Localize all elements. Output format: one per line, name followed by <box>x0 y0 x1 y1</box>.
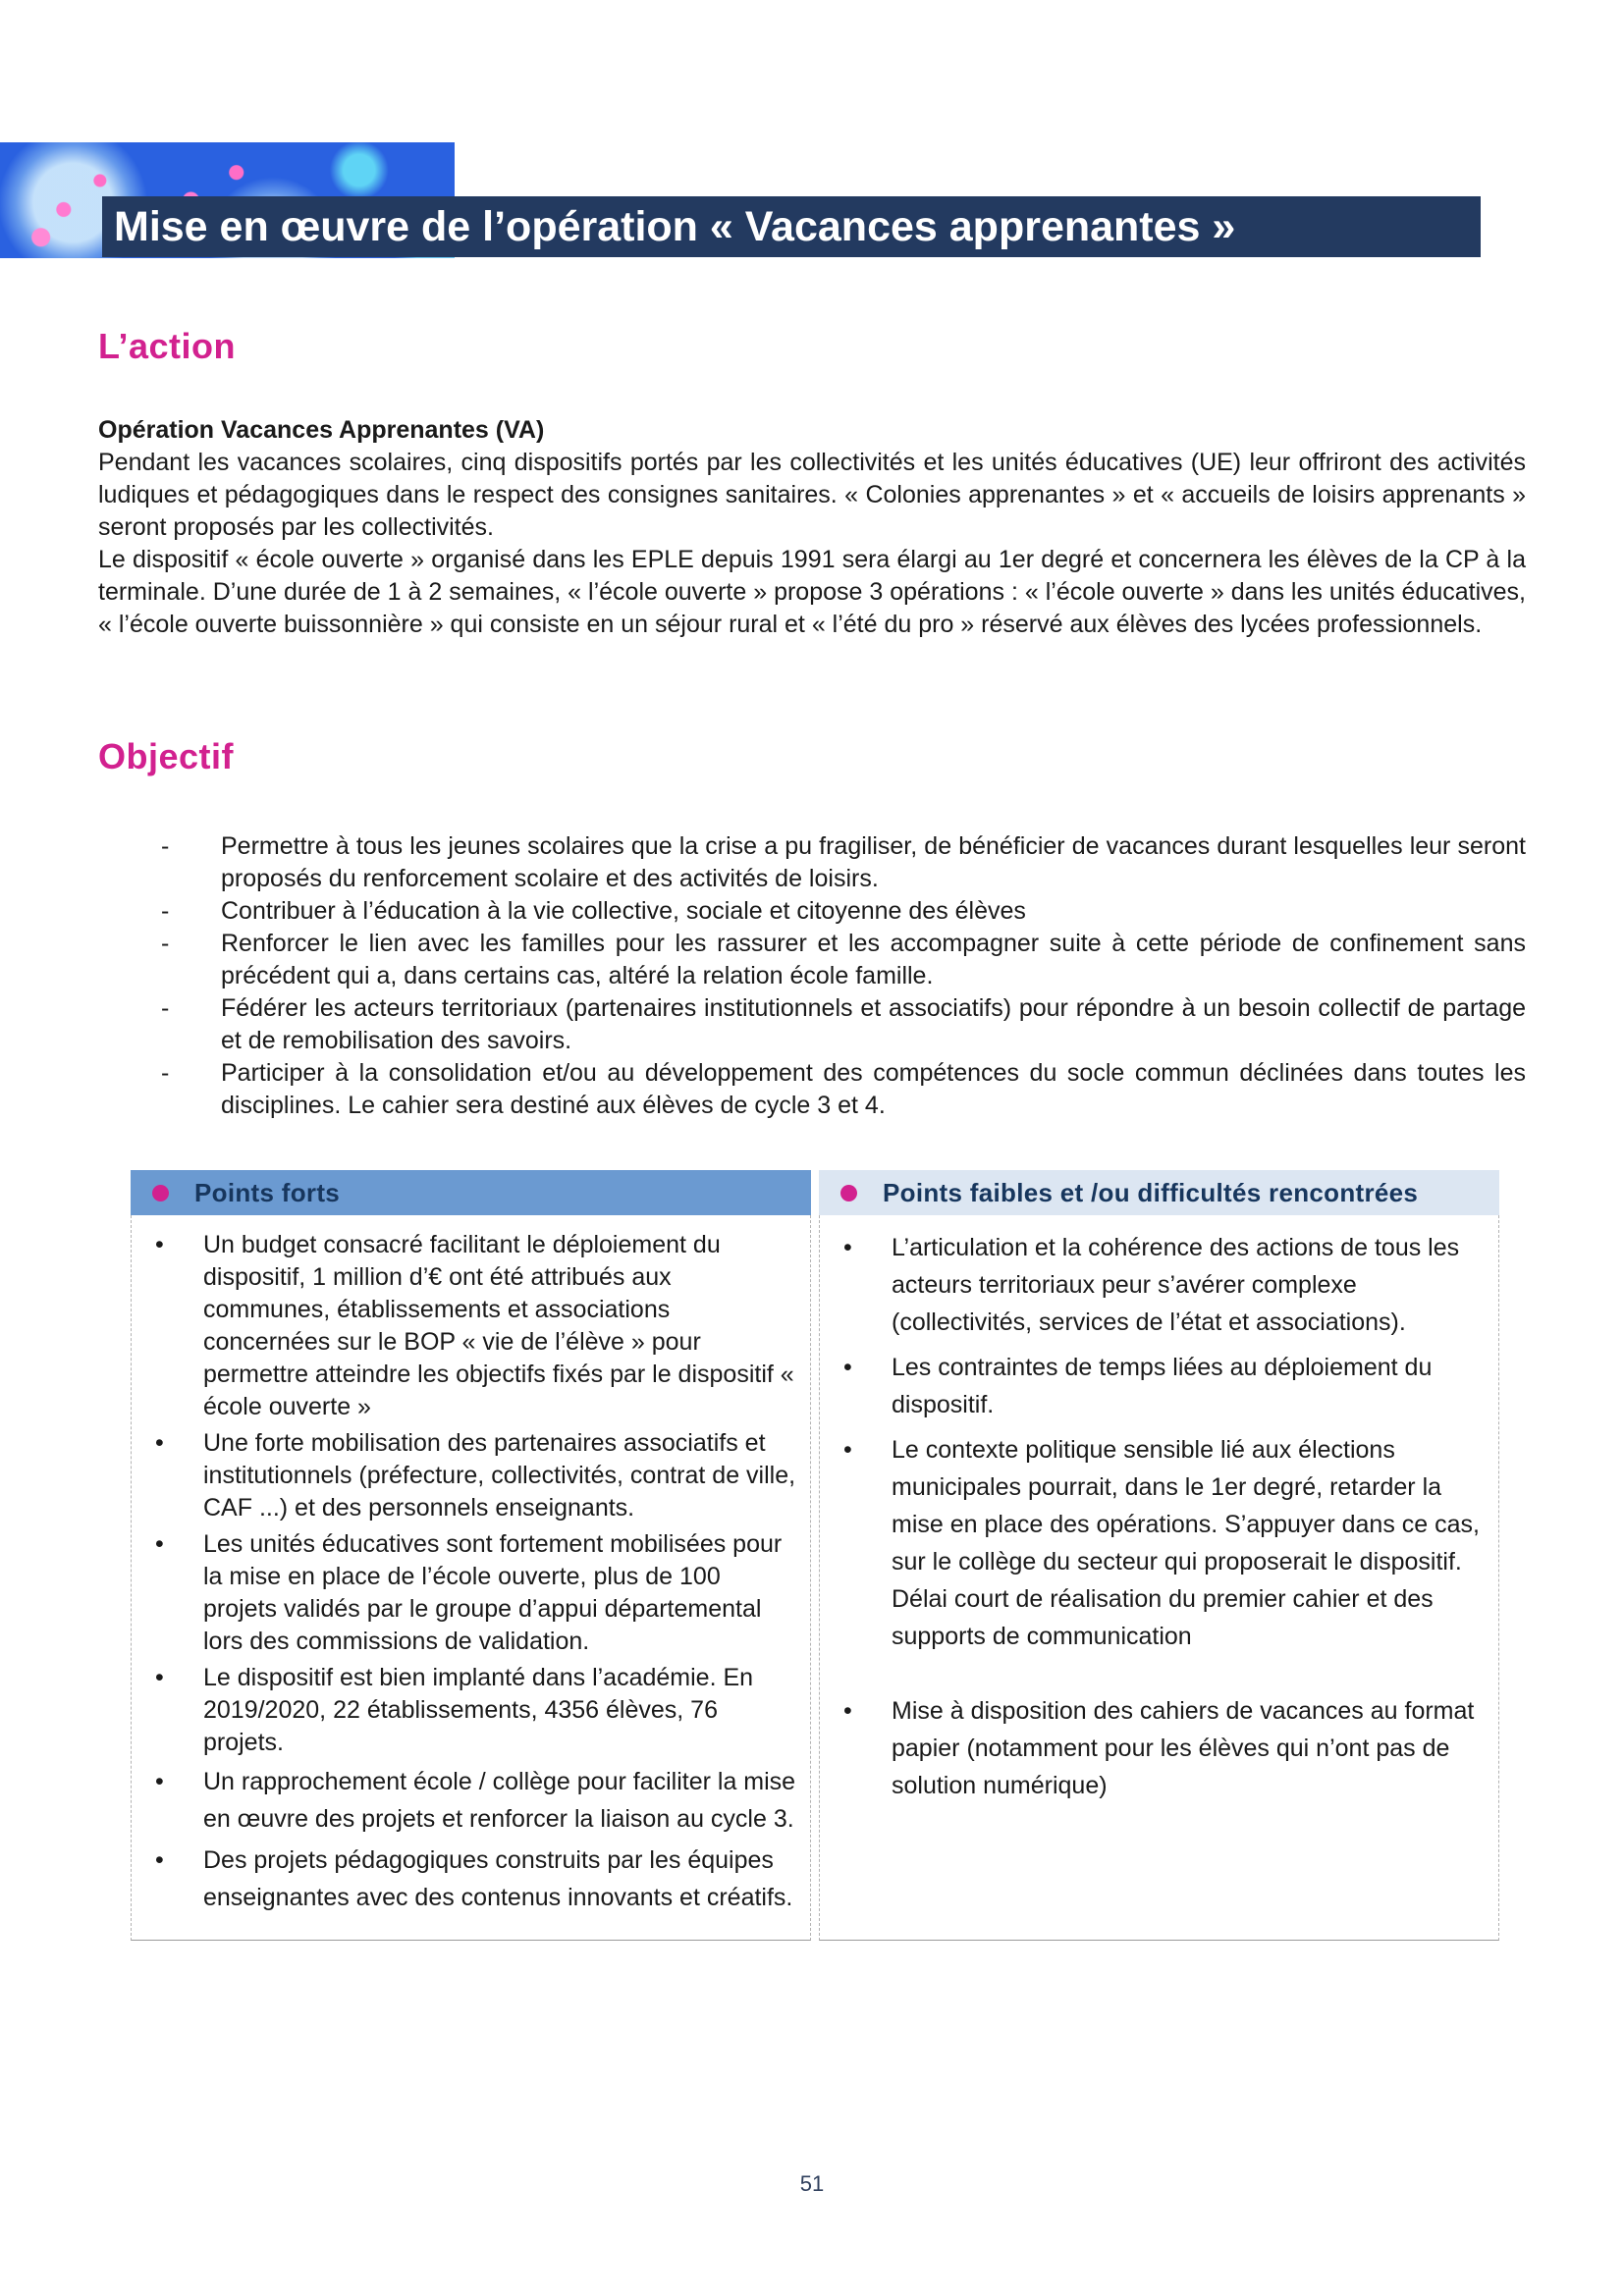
dash-marker: - <box>161 897 170 925</box>
points-faibles-header-cell <box>819 1170 1499 1215</box>
page-title: Mise en œuvre de l’opération « Vacances apprenantes » <box>114 203 1236 250</box>
points-forts-item-text: Des projets pédagogiques construits par les équipes enseignantes avec des contenus innovants et créatifs. <box>203 1846 793 1911</box>
table-header-row <box>131 1170 1499 1215</box>
bullet-dot-icon <box>152 1185 169 1201</box>
table-body-row <box>131 1215 1499 1941</box>
points-faibles-item <box>820 1349 1485 1423</box>
bullet-marker: • <box>843 1354 852 1381</box>
points-faibles-item <box>820 1431 1485 1655</box>
objectif-list-item <box>98 830 1526 895</box>
objectif-list-item <box>98 895 1526 928</box>
bullet-marker: • <box>155 1768 164 1795</box>
points-faibles-item <box>820 1229 1485 1341</box>
action-heading: L’action <box>98 326 237 366</box>
points-faibles-item-text: Le contexte politique sensible lié aux élections municipales pourrait, dans le 1er degré, retarder la mise en place des opérations. S’appuyer dans ce cas, sur le collège du secteur qui proposerait le dispositif. Délai court de réalisation du premier cahier et des supports de communication <box>892 1436 1480 1650</box>
points-forts-item <box>132 1763 796 1838</box>
points-forts-item <box>132 1842 796 1916</box>
points-forts-cell <box>131 1215 811 1941</box>
points-forts-item <box>132 1229 796 1423</box>
objectif-heading: Objectif <box>98 736 235 776</box>
points-forts-item-text: Un rapprochement école / collège pour faciliter la mise en œuvre des projets et renforcer la liaison au cycle 3. <box>203 1768 796 1833</box>
action-subheading: Opération Vacances Apprenantes (VA) <box>98 416 545 444</box>
points-forts-item-text: Une forte mobilisation des partenaires associatifs et institutionnels (préfecture, collectivités, contrat de ville, CAF ...) et des personnels enseignants. <box>203 1429 796 1522</box>
bullet-marker: • <box>155 1846 164 1874</box>
bullet-marker: • <box>843 1234 852 1261</box>
bullet-marker: • <box>155 1530 164 1558</box>
points-forts-header-cell <box>131 1170 811 1215</box>
objectif-list-item <box>98 1057 1526 1122</box>
points-forts-item <box>132 1427 796 1524</box>
points-forts-item <box>132 1528 796 1658</box>
action-section <box>98 414 1526 641</box>
points-faibles-header-label: Points faibles et /ou difficultés rencontrées <box>883 1177 1419 1207</box>
objectif-list <box>98 830 1526 1122</box>
objectif-item-text: Permettre à tous les jeunes scolaires que la crise a pu fragiliser, de bénéficier de vacances durant lesquelles leur seront proposés du renforcement scolaire et des activités de loisirs. <box>221 832 1526 892</box>
points-faibles-item-text: Les contraintes de temps liées au déploiement du dispositif. <box>892 1354 1433 1418</box>
points-forts-item <box>132 1662 796 1759</box>
bullet-dot-icon <box>840 1185 857 1201</box>
points-faibles-item-text: Mise à disposition des cahiers de vacances au format papier (notamment pour les élèves qui n’ont pas de solution numérique) <box>892 1697 1475 1799</box>
points-forts-item-text: Les unités éducatives sont fortement mobilisées pour la mise en place de l’école ouverte, plus de 100 projets validés par le groupe d’appui départemental lors des commissions de validation. <box>203 1530 783 1655</box>
points-forts-header-label: Points forts <box>194 1177 341 1207</box>
points-faibles-cell <box>819 1215 1499 1941</box>
objectif-item-text: Renforcer le lien avec les familles pour les rassurer et les accompagner suite à cette période de confinement sans précédent qui a, dans certains cas, altéré la relation école famille. <box>221 930 1526 989</box>
points-faibles-item <box>820 1692 1485 1804</box>
strengths-weaknesses-table <box>131 1170 1499 1941</box>
bullet-marker: • <box>155 1231 164 1258</box>
dash-marker: - <box>161 994 170 1022</box>
dash-marker: - <box>161 930 170 957</box>
page-number: 51 <box>799 2171 825 2196</box>
bullet-marker: • <box>843 1436 852 1464</box>
objectif-list-item <box>98 992 1526 1057</box>
objectif-list-item <box>98 928 1526 992</box>
bullet-marker: • <box>155 1664 164 1691</box>
bullet-marker: • <box>843 1697 852 1725</box>
points-forts-item-text: Le dispositif est bien implanté dans l’académie. En 2019/2020, 22 établissements, 4356 élèves, 76 projets. <box>203 1664 754 1756</box>
bullet-marker: • <box>155 1429 164 1457</box>
points-forts-item-text: Un budget consacré facilitant le déploiement du dispositif, 1 million d’€ ont été attribués aux communes, établissements et associations concernées sur le BOP « vie de l’élève » pour permettre atteindre les objectifs fixés par le dispositif « école ouverte » <box>203 1231 794 1420</box>
dash-marker: - <box>161 832 170 860</box>
objectif-item-text: Participer à la consolidation et/ou au développement des compétences du socle commun déclinées dans toutes les disciplines. Le cahier sera destiné aux élèves de cycle 3 et 4. <box>221 1059 1526 1119</box>
dash-marker: - <box>161 1059 170 1087</box>
points-faibles-item-text: L’articulation et la cohérence des actions de tous les acteurs territoriaux peur s’avérer complexe (collectivités, services de l’état et associations). <box>892 1234 1460 1336</box>
action-paragraph-2: Le dispositif « école ouverte » organisé dans les EPLE depuis 1991 sera élargi au 1er degré et concernera les élèves de la CP à la terminale. D’une durée de 1 à 2 semaines, « l’école ouverte » propose 3 opérations : « l’école ouverte » dans les unités éducatives, « l’école ouverte buissonnière » qui consiste en un séjour rural et « l’été du pro » réservé aux élèves des lycées professionnels. <box>98 546 1526 638</box>
action-paragraph-1: Pendant les vacances scolaires, cinq dispositifs portés par les collectivités et les unités éducatives (UE) leur offriront des activités ludiques et pédagogiques dans le respect des consignes sanitaires. « Colonies apprenantes » et « accueils de loisirs apprenants » seront proposés par les collectivités. <box>98 449 1526 541</box>
objectif-item-text: Contribuer à l’éducation à la vie collective, sociale et citoyenne des élèves <box>221 897 1026 925</box>
title-banner <box>102 196 1481 257</box>
objectif-item-text: Fédérer les acteurs territoriaux (partenaires institutionnels et associatifs) pour répondre à un besoin collectif de partage et de remobilisation des savoirs. <box>221 994 1526 1054</box>
